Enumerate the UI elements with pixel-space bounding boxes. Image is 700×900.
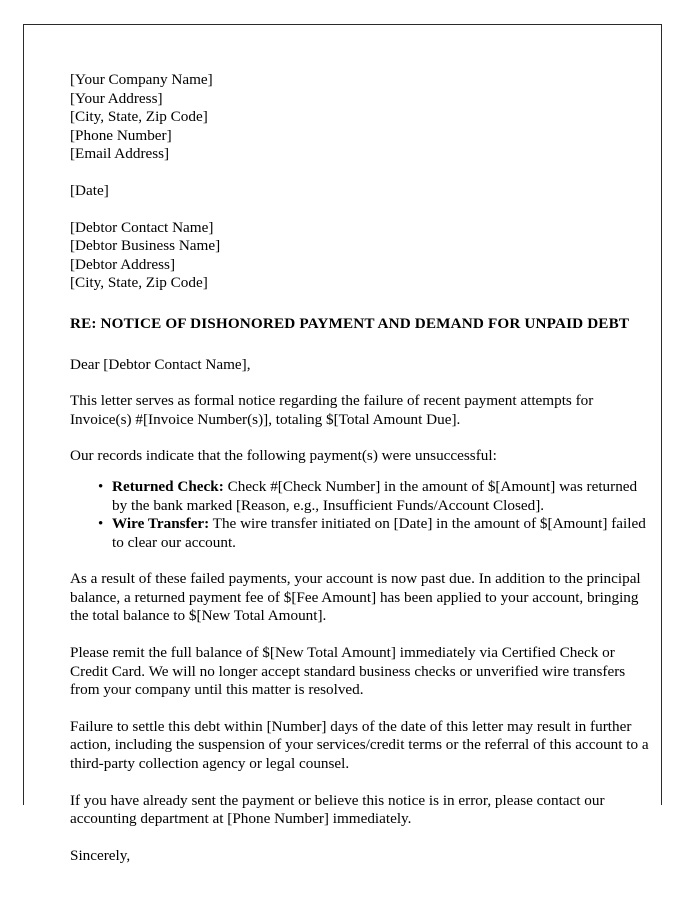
bullet-label-wire-transfer: Wire Transfer: [112,515,210,533]
sender-address-block [70,71,650,164]
list-item [112,515,650,552]
recipient-street-address: [Debtor Address] [70,255,176,273]
list-introduction: Our records indicate that the following payment(s) were unsuccessful: [70,447,497,465]
bullet-text-returned-check: Check #[Check Number] in the amount of $[Amount] was returned by the bank marked [Reason, e.g., Insufficient Funds/Account Closed]. [112,477,638,514]
sender-phone-number: [Phone Number] [70,126,172,144]
letter-date [70,182,650,201]
letter-page [23,24,662,864]
bullet-label-returned-check: Returned Check: [112,477,224,495]
closing-salutation: Sincerely, [70,846,131,864]
recipient-city-state-zip: [City, State, Zip Code] [70,274,208,292]
subject-line: RE: NOTICE OF DISHONORED PAYMENT AND DEMAND FOR UNPAID DEBT [70,314,630,332]
sender-company-name: [Your Company Name] [70,71,213,88]
paragraph-past-due-balance: As a result of these failed payments, your account is now past due. In addition to the principal balance, a returned payment fee of $[Fee Amount] has been applied to your account, bringing the total balance to $[New Total Amount]. [70,570,641,625]
list-item [112,478,650,515]
paragraph-consequences: Failure to settle this debt within [Number] days of the date of this letter may result in further action, including the suspension of your services/credit terms or the referral of this account to a third-party collection agency or legal counsel. [70,717,649,773]
paragraph-notice-of-failure: This letter serves as formal notice regarding the failure of recent payment attempts for Invoice(s) #[Invoice Number(s)], totaling $[Total Amount Due]. [70,392,594,428]
recipient-business-name: [Debtor Business Name] [70,237,221,255]
date-placeholder: [Date] [70,181,109,199]
recipient-contact-name: [Debtor Contact Name] [70,218,214,236]
salutation: Dear [Debtor Contact Name], [70,355,251,373]
paragraph-contact-if-error: If you have already sent the payment or believe this notice is in error, please contact our accounting department at [Phone Number] immediately. [70,791,605,828]
paragraph-remittance-instructions: Please remit the full balance of $[New Total Amount] immediately via Certified Check or Credit Card. We will no longer accept standard business checks or unverified wire transfers from your company until this matter is resolved. [70,644,626,699]
sender-email-address: [Email Address] [70,145,170,163]
sender-city-state-zip: [City, State, Zip Code] [70,108,208,126]
recipient-address-block [70,219,650,293]
sender-street-address: [Your Address] [70,89,163,107]
failed-payments-list [70,478,650,552]
letter-content [70,71,650,865]
bullet-text-wire-transfer: The wire transfer initiated on [Date] in the amount of $[Amount] failed to clear our account. [112,515,646,551]
